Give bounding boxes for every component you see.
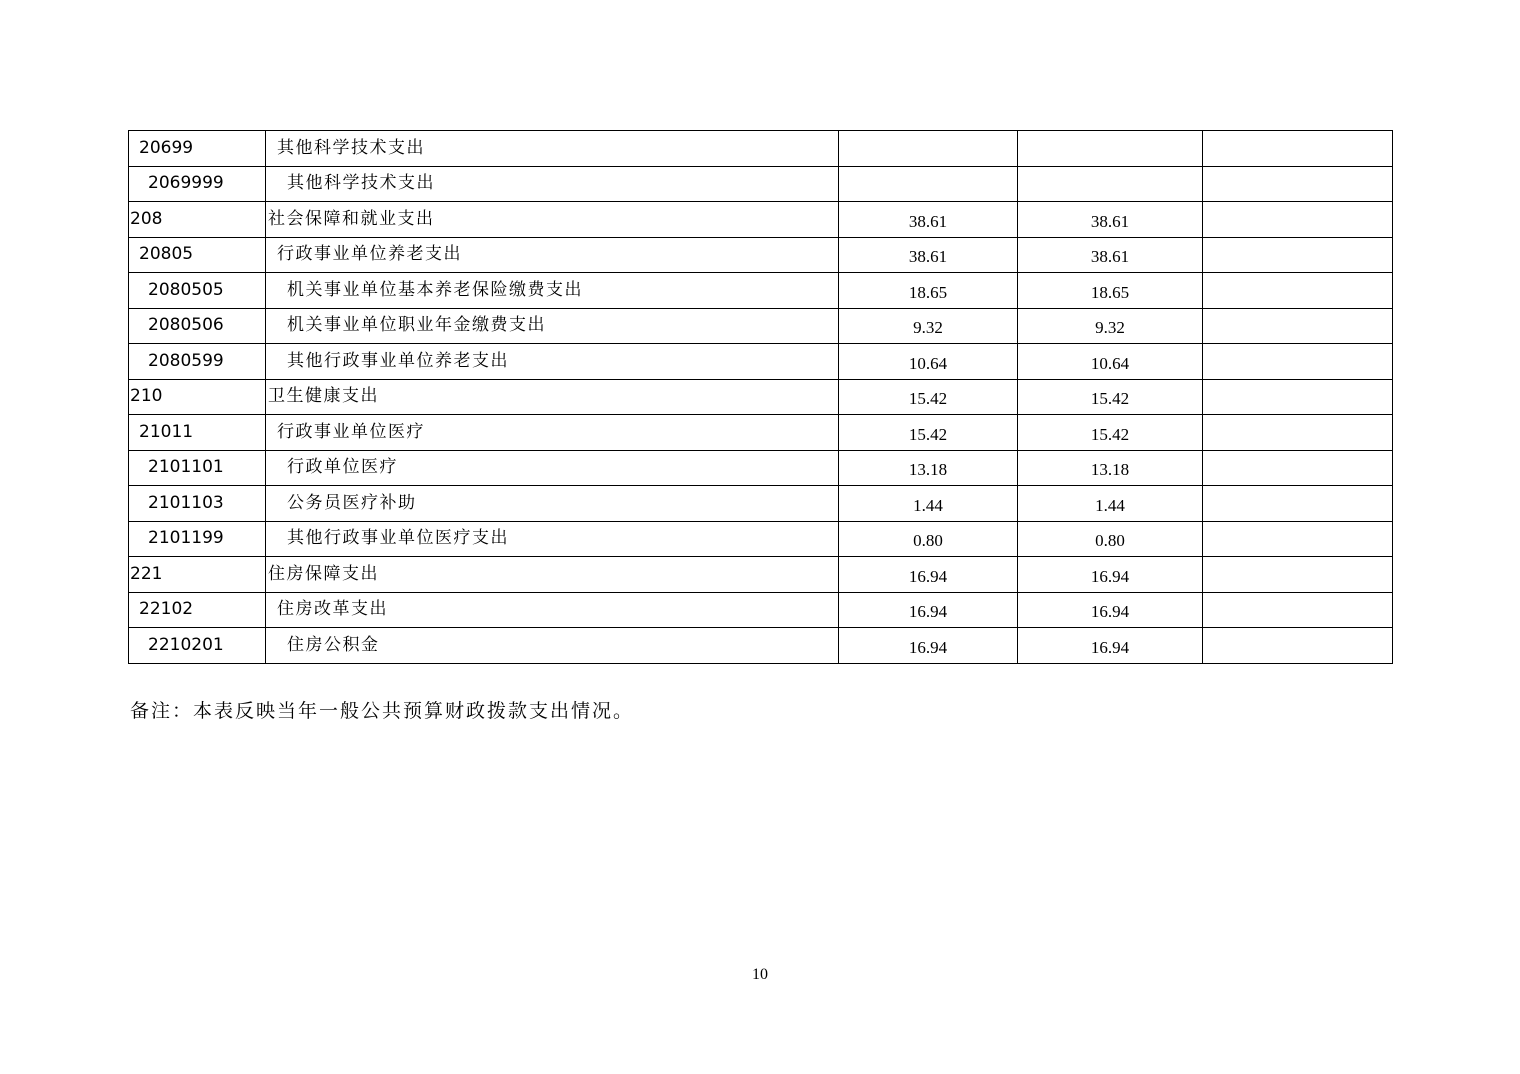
project-expenditure-cell	[1203, 628, 1393, 664]
page-number: 10	[752, 966, 768, 983]
basic-expenditure-cell: 15.42	[1018, 415, 1203, 451]
basic-expenditure-cell: 38.61	[1018, 237, 1203, 273]
total-amount-cell: 16.94	[839, 557, 1018, 593]
budget-expenditure-table	[128, 130, 1393, 664]
subject-code-cell: 210	[129, 379, 266, 415]
subject-name-cell: 机关事业单位职业年金缴费支出	[266, 308, 839, 344]
subject-name-cell: 住房保障支出	[266, 557, 839, 593]
table-row	[129, 308, 1393, 344]
total-amount-cell	[839, 166, 1018, 202]
basic-expenditure-cell: 1.44	[1018, 486, 1203, 522]
subject-name-cell: 行政单位医疗	[266, 450, 839, 486]
project-expenditure-cell	[1203, 273, 1393, 309]
basic-expenditure-cell: 16.94	[1018, 557, 1203, 593]
total-amount-cell: 9.32	[839, 308, 1018, 344]
basic-expenditure-cell: 16.94	[1018, 628, 1203, 664]
subject-code-cell: 208	[129, 202, 266, 238]
basic-expenditure-cell: 10.64	[1018, 344, 1203, 380]
project-expenditure-cell	[1203, 592, 1393, 628]
project-expenditure-cell	[1203, 450, 1393, 486]
table-row	[129, 557, 1393, 593]
subject-name-cell: 公务员医疗补助	[266, 486, 839, 522]
project-expenditure-cell	[1203, 379, 1393, 415]
table-row	[129, 237, 1393, 273]
subject-name-cell: 社会保障和就业支出	[266, 202, 839, 238]
subject-code-cell: 2101101	[129, 450, 266, 486]
project-expenditure-cell	[1203, 415, 1393, 451]
table-remark: 备注：本表反映当年一般公共预算财政拨款支出情况。	[130, 700, 635, 722]
subject-name-cell: 机关事业单位基本养老保险缴费支出	[266, 273, 839, 309]
subject-code-cell: 20699	[129, 131, 266, 167]
subject-code-cell: 2101103	[129, 486, 266, 522]
total-amount-cell: 38.61	[839, 237, 1018, 273]
basic-expenditure-cell: 18.65	[1018, 273, 1203, 309]
subject-code-cell: 2210201	[129, 628, 266, 664]
total-amount-cell: 15.42	[839, 415, 1018, 451]
table-row	[129, 592, 1393, 628]
project-expenditure-cell	[1203, 131, 1393, 167]
subject-code-cell: 20805	[129, 237, 266, 273]
subject-code-cell: 2069999	[129, 166, 266, 202]
subject-code-cell: 22102	[129, 592, 266, 628]
total-amount-cell	[839, 131, 1018, 167]
total-amount-cell: 1.44	[839, 486, 1018, 522]
table-row	[129, 628, 1393, 664]
subject-code-cell: 2080599	[129, 344, 266, 380]
total-amount-cell: 16.94	[839, 592, 1018, 628]
table-row	[129, 486, 1393, 522]
total-amount-cell: 15.42	[839, 379, 1018, 415]
table-row	[129, 344, 1393, 380]
subject-code-cell: 2101199	[129, 521, 266, 557]
subject-name-cell: 其他行政事业单位医疗支出	[266, 521, 839, 557]
subject-name-cell: 卫生健康支出	[266, 379, 839, 415]
table-row	[129, 379, 1393, 415]
subject-name-cell: 其他科学技术支出	[266, 131, 839, 167]
project-expenditure-cell	[1203, 557, 1393, 593]
table-row	[129, 202, 1393, 238]
total-amount-cell: 0.80	[839, 521, 1018, 557]
total-amount-cell: 10.64	[839, 344, 1018, 380]
table-row	[129, 273, 1393, 309]
subject-code-cell: 2080506	[129, 308, 266, 344]
subject-name-cell: 住房改革支出	[266, 592, 839, 628]
table-row	[129, 450, 1393, 486]
project-expenditure-cell	[1203, 202, 1393, 238]
table-body	[129, 131, 1393, 664]
total-amount-cell: 16.94	[839, 628, 1018, 664]
subject-code-cell: 2080505	[129, 273, 266, 309]
subject-code-cell: 21011	[129, 415, 266, 451]
basic-expenditure-cell	[1018, 166, 1203, 202]
basic-expenditure-cell: 38.61	[1018, 202, 1203, 238]
subject-name-cell: 行政事业单位养老支出	[266, 237, 839, 273]
basic-expenditure-cell: 9.32	[1018, 308, 1203, 344]
project-expenditure-cell	[1203, 237, 1393, 273]
project-expenditure-cell	[1203, 521, 1393, 557]
basic-expenditure-cell: 13.18	[1018, 450, 1203, 486]
total-amount-cell: 38.61	[839, 202, 1018, 238]
table-row	[129, 521, 1393, 557]
total-amount-cell: 13.18	[839, 450, 1018, 486]
subject-name-cell: 住房公积金	[266, 628, 839, 664]
table-row	[129, 415, 1393, 451]
project-expenditure-cell	[1203, 486, 1393, 522]
project-expenditure-cell	[1203, 166, 1393, 202]
table-row	[129, 166, 1393, 202]
subject-code-cell: 221	[129, 557, 266, 593]
subject-name-cell: 其他科学技术支出	[266, 166, 839, 202]
basic-expenditure-cell: 16.94	[1018, 592, 1203, 628]
subject-name-cell: 行政事业单位医疗	[266, 415, 839, 451]
project-expenditure-cell	[1203, 308, 1393, 344]
subject-name-cell: 其他行政事业单位养老支出	[266, 344, 839, 380]
basic-expenditure-cell: 15.42	[1018, 379, 1203, 415]
table-row	[129, 131, 1393, 167]
basic-expenditure-cell	[1018, 131, 1203, 167]
total-amount-cell: 18.65	[839, 273, 1018, 309]
basic-expenditure-cell: 0.80	[1018, 521, 1203, 557]
project-expenditure-cell	[1203, 344, 1393, 380]
